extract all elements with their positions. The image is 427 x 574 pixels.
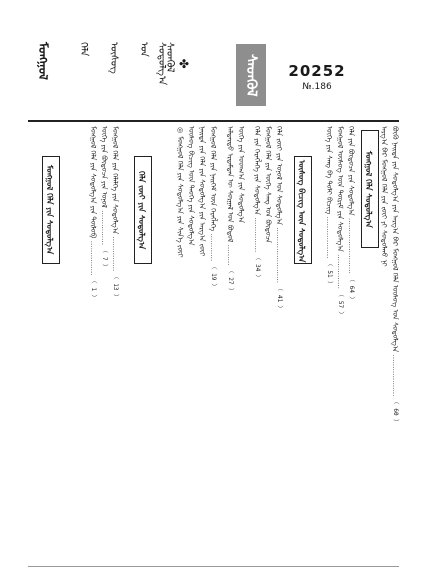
bottom-rule	[28, 566, 399, 567]
toc-entry: ᠮᠣᠩᠭᠣᠯ ᠬᠡᠯᠡ ᠶᠢᠨ ᠨᠡᠢᠭᠡᠮ ᠦᠨ ᠬᠡᠷᠡᠭᠯᠡᠭᠡ ………… （ 19 ）	[209, 126, 217, 290]
masthead-line: ᠬᠡᠯᠡ	[78, 42, 89, 57]
toc-entry: ◎ ᠮᠣᠩᠭᠣᠯ ᠬᠡᠯᠡ ᠶᠢᠨ ᠰᠤᠳᠤᠯᠭ᠎ᠠ ᠶᠢᠨ ᠰᠢᠨ᠎ᠡ ᠵᠦᠢ	[176, 126, 184, 258]
table-of-contents	[28, 126, 399, 566]
toc-entry: ᠦᠭᠡ ᠶᠢᠨ ᠤᠳᠬ᠎ᠠ ᠶᠢᠨ ᠰᠤᠳᠤᠯᠭ᠎ᠠ	[237, 126, 245, 224]
toc-entry: ᠠᠷᠭ᠎ᠠ ᠪᠠᠷ ᠮᠣᠩᠭᠣᠯ ᠬᠡᠯᠡ ᠶᠢᠨ ᠵᠦᠢ ᠶᠢ ᠰᠤᠳᠤᠯᠬᠤ ᠨᠢ	[380, 126, 388, 267]
section-heading: ᠬᠡᠯᠡ ᠵᠦᠢ ᠶᠢᠨ ᠰᠤᠳᠤᠯᠭ᠎ᠠ	[134, 156, 152, 264]
ornament-icon: ✤	[178, 57, 190, 71]
toc-entry: ᠮᠣᠩᠭᠣᠯ ᠬᠡᠯᠡ ᠶᠢᠨ ᠬᠡᠯᠡᠯᠭᠡ ᠶᠢᠨ ᠰᠤᠳᠤᠯᠭ᠎ᠠ …………… （ 13 ）	[111, 126, 119, 301]
toc-entry: ᠬᠡᠯᠡ ᠶᠢᠨ ᠬᠡᠷᠡᠭᠯᠡᠭᠡ ᠶᠢᠨ ᠰᠤᠳᠤᠯᠭ᠎ᠠ …………… （ 34 ）	[253, 126, 261, 281]
toc-entry: ᠠᠯᠳᠠᠷᠲᠤ ᠡᠷᠳᠡᠮᠲᠡᠨ ᠦ ᠰᠤᠷᠭᠠᠯ ᠤᠨ ᠪᠣᠳᠤᠯ ……… （ 27 ）	[226, 126, 234, 295]
section-heading: ᠦᠰᠦᠭ ᠪᠢᠴᠢᠭ ᠦᠨ ᠰᠤᠳᠤᠯᠭ᠎ᠠ	[294, 156, 312, 264]
section-heading: ᠮᠣᠩᠭᠣᠯ ᠬᠡᠯᠡ ᠰᠤᠳᠤᠯᠭ᠎ᠠ	[361, 130, 379, 248]
toc-entry: ᠮᠣᠩᠭᠣᠯ ᠬᠡᠯᠡ ᠶᠢᠨ ᠰᠤᠳᠤᠯᠭ᠎ᠠ ᠶᠢᠨ ᠲᠥᠯᠥᠪ …………… （ 1 ）	[89, 126, 97, 301]
toc-entry: ᠬᠡᠯᠡ ᠶᠢᠨ ᠪᠦᠲᠦᠴᠡ ᠶᠢᠨ ᠰᠤᠳᠤᠯᠭ᠎ᠠ …………………… （ 64 ）	[347, 126, 355, 303]
toc-entry: ᠦᠭᠡ ᠶᠢᠨ ᠰᠠᠩ ᠪᠠ ᠲᠣᠯᠢ ᠪᠢᠴᠢᠭ ……………… （ 51 ）	[325, 126, 333, 288]
issue-year: 20252	[288, 62, 346, 80]
toc-entry: ᠮᠣᠩᠭᠣᠯ ᠦᠰᠦᠭ ᠦᠨ ᠳᠦᠷᠢᠮ ᠶᠢᠨ ᠰᠤᠳᠤᠯᠭ᠎ᠠ …………… （ 57 ）	[336, 126, 344, 318]
journal-logo: ᠰᠡᠳᠬᠦᠯ	[236, 44, 266, 106]
issue-block	[282, 62, 352, 92]
masthead	[34, 42, 194, 102]
toc-entry: ᠨᠡᠢᠲᠡ ᠶᠢᠨ ᠬᠡᠯᠡ ᠶᠢᠨ ᠰᠤᠳᠤᠯᠭ᠎ᠠ ᠶᠢᠨ ᠠᠷᠭ᠎ᠠ ᠵᠦᠢ	[198, 126, 206, 257]
section-heading: ᠮᠣᠩᠭᠣᠯ ᠬᠡᠯᠡ ᠶᠢᠨ ᠰᠤᠳᠤᠯᠭ᠎ᠠ	[42, 156, 60, 264]
masthead-line: ᠤᠨ ᠰᠤᠳᠤᠯᠭ᠎ᠠ	[138, 42, 167, 86]
toc-entry: ᠦᠭᠡ ᠶᠢᠨ ᠪᠦᠲᠦᠴᠡ ᠶᠢᠨ ᠣᠨᠣᠯ …………… （ 7 ）	[100, 126, 108, 271]
masthead-line: ᠮᠣᠩᠭᠣᠯ	[36, 42, 50, 80]
toc-entry: ᠪᠦᠬᠦ ᠨᠡᠢᠲᠡ ᠶᠢᠨ ᠰᠤᠳᠤᠯᠭ᠎ᠠ ᠶᠢᠨ ᠠᠷᠭ᠎ᠠ ᠪᠠᠷ ᠮᠣᠩᠭᠣᠯ ᠬᠡᠯᠡ ᠦᠰᠦᠭ ᠤᠨ ᠰᠤᠳᠤᠯᠭ᠎ᠠ ……………… （ 60 ）	[391, 126, 399, 426]
toc-entry: ᠮᠣᠩᠭᠣᠯ ᠬᠡᠯᠡ ᠶᠢᠨ ᠦᠭᠡ ᠰᠠᠩ ᠤᠨ ᠪᠦᠲᠦᠴᠡ	[264, 126, 272, 243]
header-divider	[28, 120, 399, 122]
toc-entry: ᠬᠡᠯᠡ ᠵᠦᠢ ᠶᠢᠨ ᠣᠨᠣᠯ ᠤᠨ ᠰᠤᠳᠤᠯᠭ᠎ᠠ …………………… （ 41 ）	[275, 126, 283, 312]
masthead-line: ᠦᠰᠦᠭ	[108, 42, 119, 74]
issue-number: №.186	[302, 82, 332, 92]
toc-entry: ᠦᠰᠦᠭ ᠪᠢᠴᠢᠭ ᠦᠨ ᠲᠡᠦᠬᠡ ᠶᠢᠨ ᠰᠤᠳᠤᠯᠭ᠎ᠠ	[187, 126, 195, 246]
masthead-line: ᠰᠡᠳᠬᠦᠯ	[164, 42, 175, 73]
